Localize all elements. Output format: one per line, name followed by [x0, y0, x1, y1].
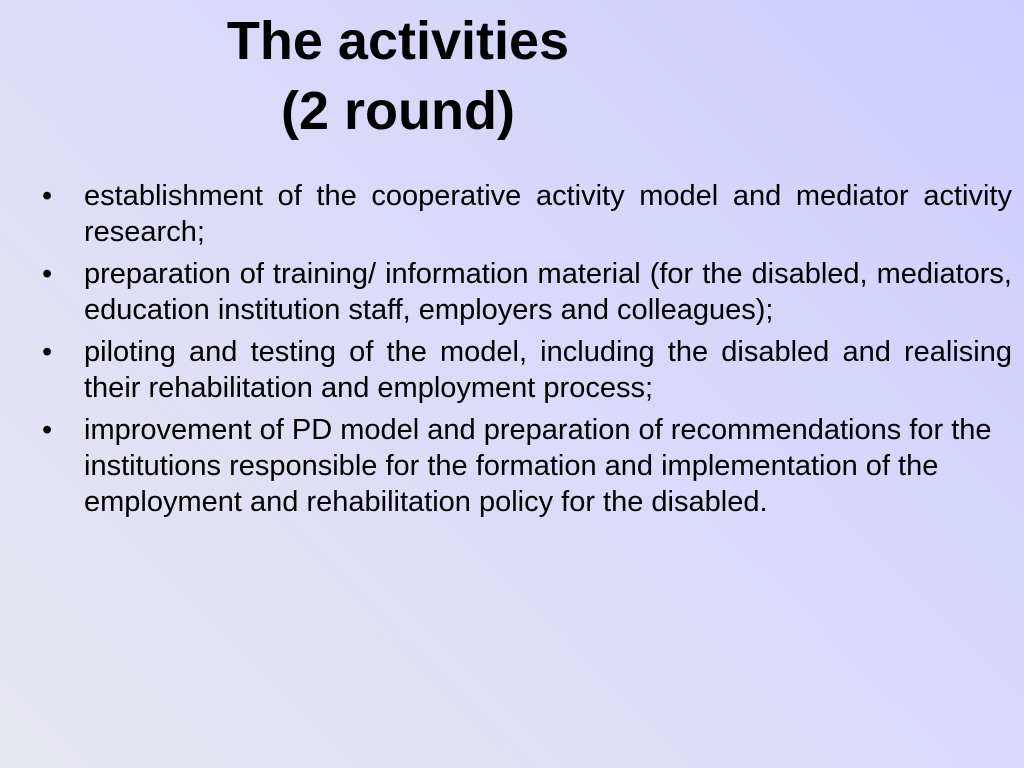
bullet-marker: • [42, 258, 53, 290]
bullet-item-1 [42, 178, 1012, 250]
bullet-list [42, 178, 1012, 526]
bullet-marker: • [42, 414, 53, 446]
bullet-text-3: piloting and testing of the model, including the disabled and realising their rehabilitation and employment process; [84, 336, 1012, 404]
bullet-item-4 [42, 412, 1012, 520]
slide-title [0, 6, 796, 146]
bullet-marker: • [42, 336, 53, 368]
bullet-marker: • [42, 180, 53, 212]
bullet-text-2: preparation of training/ information material (for the disabled, mediators, education institution staff, employers and colleagues); [84, 258, 1012, 326]
title-line-2: (2 round) [281, 81, 515, 141]
title-line-1: The activities [226, 11, 570, 71]
bullet-item-2 [42, 256, 1012, 328]
bullet-text-1: establishment of the cooperative activity model and mediator activity research; [84, 180, 1012, 248]
bullet-item-3 [42, 334, 1012, 406]
bullet-text-4: improvement of PD model and preparation of recommendations for the institutions responsible for the formation and implementation of the employment and rehabilitation policy for the disabled. [84, 414, 992, 518]
